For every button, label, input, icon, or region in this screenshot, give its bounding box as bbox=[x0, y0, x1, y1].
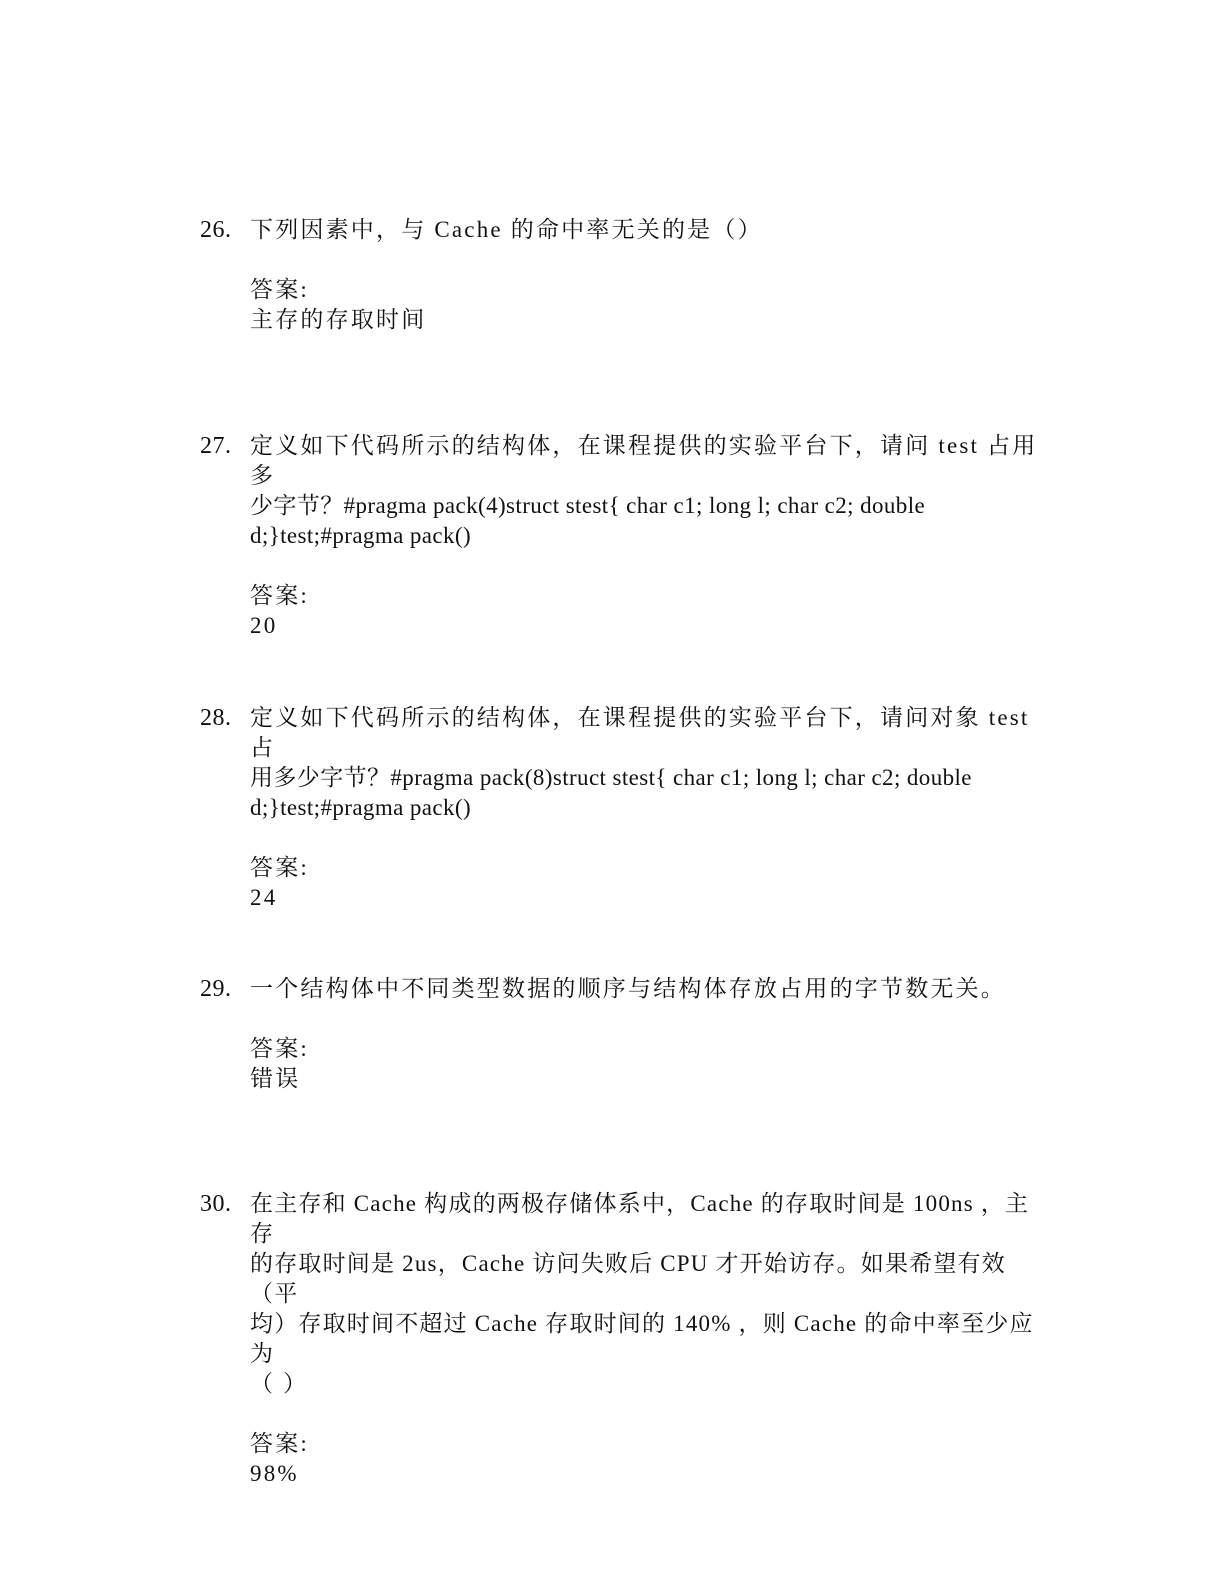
answer-block bbox=[250, 1034, 1040, 1094]
answer-value: 错误 bbox=[250, 1066, 301, 1091]
answer-value: 主存的存取时间 bbox=[250, 307, 427, 332]
question-text bbox=[250, 215, 1040, 245]
question-28 bbox=[200, 703, 1040, 913]
answer-label: 答案: bbox=[250, 1431, 309, 1456]
answer-label: 答案: bbox=[250, 583, 309, 608]
question-27 bbox=[200, 431, 1040, 641]
question-line: 一个结构体中不同类型数据的顺序与结构体存放占用的字节数无关。 bbox=[250, 976, 1006, 1001]
question-number: 27. bbox=[200, 433, 232, 459]
question-line: 均）存取时间不超过 Cache 存取时间的 140% ，则 Cache 的命中率至少应为 bbox=[250, 1311, 1034, 1366]
question-30 bbox=[200, 1189, 1040, 1489]
question-line: d;}test;#pragma pack() bbox=[250, 523, 472, 548]
answer-block bbox=[250, 275, 1040, 335]
question-29 bbox=[200, 974, 1040, 1094]
answer-value: 20 bbox=[250, 613, 278, 638]
answer-value: 24 bbox=[250, 885, 278, 910]
question-number: 28. bbox=[200, 705, 232, 731]
question-number: 30. bbox=[200, 1191, 232, 1217]
answer-block bbox=[250, 853, 1040, 913]
question-26 bbox=[200, 215, 1040, 335]
question-line: d;}test;#pragma pack() bbox=[250, 795, 472, 820]
question-text bbox=[250, 431, 1040, 551]
question-line: 下列因素中，与 Cache 的命中率无关的是（） bbox=[250, 217, 763, 242]
question-text bbox=[250, 703, 1040, 823]
answer-block bbox=[250, 1429, 1040, 1489]
question-line: 少字节？#pragma pack(4)struct stest{ char c1; long l; char c2; double bbox=[250, 493, 926, 518]
question-line: （ ） bbox=[250, 1371, 309, 1396]
answer-value: 98% bbox=[250, 1461, 299, 1486]
question-line: 用多少字节？#pragma pack(8)struct stest{ char c1; long l; char c2; double bbox=[250, 765, 972, 790]
question-line: 定义如下代码所示的结构体，在课程提供的实验平台下，请问 test 占用多 bbox=[250, 433, 1038, 488]
question-line: 的存取时间是 2us，Cache 访问失败后 CPU 才开始访存。如果希望有效（平 bbox=[250, 1251, 1006, 1306]
question-line: 定义如下代码所示的结构体，在课程提供的实验平台下，请问对象 test 占 bbox=[250, 705, 1030, 760]
answer-label: 答案: bbox=[250, 855, 309, 880]
question-number: 26. bbox=[200, 217, 232, 243]
question-text bbox=[250, 1189, 1040, 1399]
question-text bbox=[250, 974, 1040, 1004]
answer-label: 答案: bbox=[250, 277, 309, 302]
answer-label: 答案: bbox=[250, 1036, 309, 1061]
answer-block bbox=[250, 581, 1040, 641]
question-line: 在主存和 Cache 构成的两极存储体系中，Cache 的存取时间是 100ns ，主存 bbox=[250, 1191, 1030, 1246]
question-number: 29. bbox=[200, 976, 232, 1002]
